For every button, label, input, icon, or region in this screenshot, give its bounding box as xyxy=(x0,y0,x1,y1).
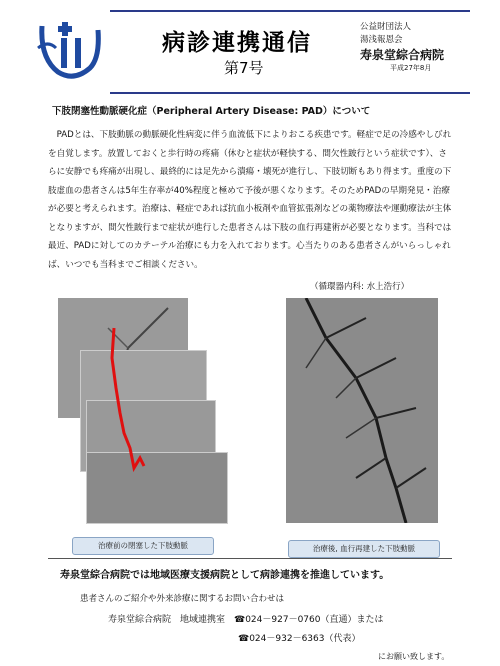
revascularized-artery-tree xyxy=(286,298,438,523)
article-paragraph: PADとは、下肢動脈の動脈硬化性病変に伴う血流低下によりおこる疾患です。軽症で足の冷感やしびれを自覚します。放置しておくと歩行時の疼痛（休むと症状が軽快する、間欠性跛行という症状です）、さらに安静でも疼痛が出現し、最終的には足先から潰瘍・壊死が進行し、下肢切断もあり得ます。重度の下肢虚血の患者さんは5年生存率が40%程度と極めて予後が悪くなります。そのためPADの早期発見・治療が必要と考えられます。治療は、軽症であれば抗血小板剤や血管拡張剤などの薬物療法や運動療法が主体となりますが、間欠性跛行まで症状が進行した患者さんは下肢の血行再建術が必要となります。当科では最近、PADに対してのカテーテル治療にも力を入れております。心当たりのある患者さんがいらっしゃれば、いつでも当科までご相談ください。 xyxy=(48,130,452,270)
hospital-name: 寿泉堂綜合病院 xyxy=(360,48,445,62)
hospital-logo xyxy=(34,18,106,82)
main-phone: ☎024－932－6363（代表） xyxy=(238,634,361,644)
angiogram-after xyxy=(286,298,438,523)
article-heading: 下肢閉塞性動脈硬化症（Peripheral Artery Disease: PAD）について xyxy=(52,106,371,117)
newsletter-title: 病診連携通信 xyxy=(162,30,312,56)
publisher-type: 公益財団法人 xyxy=(360,22,412,32)
office-phone: 寿泉堂綜合病院 地域連携室 ☎024－927－0760（直通）または xyxy=(108,615,384,625)
footer-banner: 寿泉堂綜合病院では地域医療支援病院として病診連携を推進しています。 xyxy=(60,570,390,581)
inquiry-text: 患者さんのご紹介や外来診療に関するお問い合わせは xyxy=(80,594,285,604)
occluded-artery-path xyxy=(58,298,228,528)
caption-before: 治療前の閉塞した下肢動脈 xyxy=(72,537,214,555)
issue-date: 平成27年8月 xyxy=(390,64,432,72)
closing-text: にお願い致します。 xyxy=(378,652,450,661)
article-signature: （循環器内科: 水上浩行） xyxy=(310,282,410,292)
article-body xyxy=(48,126,452,274)
footer-divider xyxy=(48,558,452,559)
foundation-name: 湯浅報恩会 xyxy=(360,35,403,45)
issue-number: 第7号 xyxy=(224,59,264,77)
caption-after: 治療後, 血行再建した下肢動脈 xyxy=(288,540,440,558)
